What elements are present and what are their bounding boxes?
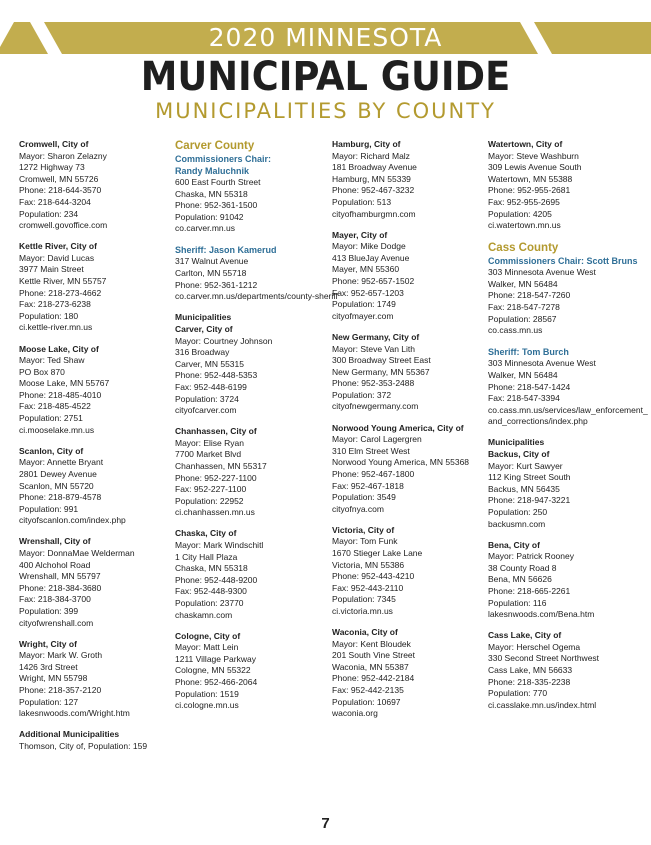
entry-line: Fax: 218-644-3204 <box>19 196 91 207</box>
entry-name: Kettle River, City of <box>19 241 97 252</box>
entry-name: Cromwell, City of <box>19 139 89 149</box>
entry-line: Population: 1519 <box>175 688 239 699</box>
entry-line: Norwood Young America, MN 55368 <box>332 457 470 468</box>
entry-line: Phone: 218-273-4662 <box>19 287 102 298</box>
entry-line: Population: 91042 <box>175 211 244 222</box>
entry-line: Chaska, MN 55318 <box>175 563 248 574</box>
entry-line: Cologne, MN 55322 <box>175 665 251 676</box>
entry-line: Mayor: Annette Bryant <box>19 457 104 468</box>
entry-line: Population: 234 <box>19 208 79 219</box>
county-block <box>175 139 325 235</box>
entry-line: 303 Minnesota Avenue West <box>488 267 596 278</box>
entry-line: Fax: 952-955-2695 <box>488 196 560 207</box>
directory-entry <box>332 139 482 220</box>
column-2 <box>175 139 338 721</box>
entry-name: Scanlon, City of <box>19 445 84 456</box>
official-title: Randy Maluchnik <box>175 166 250 176</box>
title-banner <box>0 22 651 54</box>
entry-line: Mayor: David Lucas <box>19 252 95 263</box>
entry-line: Population: 372 <box>332 389 392 400</box>
entry-line: Population: 399 <box>19 605 79 616</box>
entry-name: Waconia, City of <box>332 627 398 638</box>
entry-line: co.carver.mn.us <box>175 223 235 234</box>
entry-line: Phone: 952-361-1500 <box>175 200 258 211</box>
entry-line: Fax: 218-384-3700 <box>19 594 91 605</box>
entry-name: New Germany, City of <box>332 331 420 342</box>
entry-name: Cologne, City of <box>175 630 241 641</box>
entry-line: Walker, MN 56484 <box>488 278 558 289</box>
entry-name: Cass Lake, City of <box>488 630 562 641</box>
county-name: Cass County <box>488 242 559 255</box>
entry-line: 1426 3rd Street <box>19 661 78 672</box>
entry-line: Population: 7345 <box>332 594 396 605</box>
entry-name: Carver, City of <box>175 323 233 334</box>
entry-line: Mayor: Mark W. Groth <box>19 650 103 661</box>
entry-line: Scanlon, MN 55720 <box>19 480 94 491</box>
official-title: Commissioners Chair: Scott Bruns <box>488 256 638 267</box>
entry-line: Mayor: Sharon Zelazny <box>19 150 107 161</box>
sheriff-block <box>175 244 338 302</box>
official-title: Commissioners Chair: <box>175 154 272 164</box>
entry-line: Population: 23770 <box>175 598 244 608</box>
directory-entry <box>19 729 169 752</box>
entry-line: Phone: 952-657-1502 <box>332 276 415 287</box>
entry-line: Phone: 952-466-2064 <box>175 677 258 688</box>
entry-line: Phone: 952-448-9200 <box>175 574 258 585</box>
entry-line: 330 Second Street Northwest <box>488 653 600 664</box>
entry-line: Phone: 952-443-4210 <box>332 571 415 582</box>
entry-line: 303 Minnesota Avenue West <box>488 358 596 369</box>
entry-line: PO Box 870 <box>19 366 65 377</box>
entry-line: Bena, MN 56626 <box>488 574 552 585</box>
entry-line: cityofhamburgmn.com <box>332 208 416 219</box>
entry-line: Carlton, MN 55718 <box>175 268 247 279</box>
entry-line: Mayor: Patrick Rooney <box>488 551 574 562</box>
entry-line: Wrenshall, MN 55797 <box>19 571 101 582</box>
entry-line: Fax: 218-547-7278 <box>488 302 560 313</box>
entry-line: Cass Lake, MN 56633 <box>488 665 573 676</box>
entry-line: Fax: 952-442-2135 <box>332 685 404 696</box>
official-title: Sheriff: Tom Burch <box>488 347 569 358</box>
directory-entry <box>332 627 482 720</box>
entry-line: Wright, MN 55798 <box>19 673 88 684</box>
entry-line: Victoria, MN 55386 <box>332 559 405 570</box>
entry-name: Mayer, City of <box>332 229 388 240</box>
entry-line: cityofnya.com <box>332 503 384 514</box>
entry-line: Fax: 218-273-6238 <box>19 299 91 310</box>
entry-line: Mayor: Steve Van Lith <box>332 343 415 354</box>
entry-line: Hamburg, MN 55339 <box>332 173 411 184</box>
entry-line: New Germany, MN 55367 <box>332 366 430 377</box>
entry-line: cityofnewgermany.com <box>332 401 419 412</box>
directory-entry <box>332 230 482 323</box>
entry-line: Thomson, City of, Population: 159 <box>19 740 148 751</box>
entry-line: Phone: 952-448-5353 <box>175 370 258 381</box>
banner-title: 2020 MINNESOTA <box>208 23 443 52</box>
entry-line: 300 Broadway Street East <box>332 355 431 366</box>
directory-entry <box>175 528 325 621</box>
entry-name: Bena, City of <box>488 539 540 550</box>
entry-line: 1272 Highway 73 <box>19 162 85 173</box>
entry-line: 1670 Stieger Lake Lane <box>332 548 423 558</box>
entry-line: Population: 2751 <box>19 413 83 424</box>
entry-name: Chaska, City of <box>175 528 237 539</box>
directory-entry <box>488 139 638 232</box>
entry-line: cityofscanlon.com/index.php <box>19 515 126 526</box>
directory-entry <box>488 437 638 449</box>
entry-name: Additional Municipalities <box>19 729 120 740</box>
entry-line: 38 County Road 8 <box>488 562 557 573</box>
entry-line: Population: 28567 <box>488 313 557 324</box>
entry-line: Population: 770 <box>488 688 548 699</box>
entry-name: Norwood Young America, City of <box>332 422 464 433</box>
directory-entry <box>19 639 169 720</box>
entry-line: Phone: 218-485-4010 <box>19 389 102 400</box>
entry-line: Mayor: Carol Lagergren <box>332 434 422 445</box>
entry-line: Population: 116 <box>488 597 547 608</box>
entry-line: Mayor: Mark Windschitl <box>175 540 264 551</box>
entry-line: Mayor: Mike Dodge <box>332 241 406 252</box>
entry-line: cityofcarver.com <box>175 405 237 416</box>
entry-line: ci.victoria.mn.us <box>332 605 393 616</box>
entry-line: Population: 513 <box>332 196 392 207</box>
column-4 <box>488 139 648 721</box>
entry-line: cityofwrenshall.com <box>19 617 94 628</box>
directory-entry <box>175 324 325 417</box>
entry-line: Fax: 218-485-4522 <box>19 401 91 412</box>
directory-entry <box>175 312 325 324</box>
entry-line: Population: 1749 <box>332 299 396 310</box>
entry-line: ci.watertown.mn.us <box>488 220 561 231</box>
entry-line: ci.mooselake.mn.us <box>19 424 95 435</box>
entry-line: backusmn.com <box>488 518 546 529</box>
entry-line: ci.casslake.mn.us/index.html <box>488 699 597 710</box>
entry-line: 112 King Street South <box>488 472 571 483</box>
directory-entry <box>488 449 638 530</box>
entry-name: Backus, City of <box>488 448 550 459</box>
entry-line: 7700 Market Blvd <box>175 449 242 460</box>
entry-line: Cromwell, MN 55726 <box>19 173 99 184</box>
entry-line: Carver, MN 55315 <box>175 358 244 369</box>
directory-entry <box>19 241 169 334</box>
entry-line: Phone: 218-547-7260 <box>488 290 571 301</box>
entry-line: 201 South Vine Street <box>332 650 416 661</box>
entry-line: 1 City Hall Plaza <box>175 551 238 562</box>
entry-line: 400 Alchohol Road <box>19 559 91 570</box>
entry-line: Kettle River, MN 55757 <box>19 276 107 287</box>
entry-line: ci.kettle-river.mn.us <box>19 322 93 333</box>
entry-line: lakesnwoods.com/Wright.htm <box>19 708 130 719</box>
entry-line: waconia.org <box>332 708 378 719</box>
entry-line: Phone: 218-644-3570 <box>19 185 102 196</box>
entry-name: Moose Lake, City of <box>19 343 99 354</box>
directory-entry <box>19 536 169 629</box>
entry-name: Municipalities <box>488 437 545 448</box>
entry-line: ci.cologne.mn.us <box>175 700 239 711</box>
entry-line: Mayor: Tom Funk <box>332 536 398 547</box>
entry-line: Phone: 218-335-2238 <box>488 676 571 687</box>
entry-line: Fax: 952-443-2110 <box>332 582 404 593</box>
entry-line: Population: 3549 <box>332 492 396 503</box>
directory-entry <box>488 540 638 621</box>
entry-line: 413 BlueJay Avenue <box>332 252 410 263</box>
directory-entry <box>175 426 325 519</box>
entry-line: Phone: 218-665-2261 <box>488 586 571 596</box>
entry-name: Chanhassen, City of <box>175 426 257 437</box>
entry-name: Watertown, City of <box>488 139 563 149</box>
entry-line: Phone: 218-384-3680 <box>19 582 102 593</box>
entry-name: Hamburg, City of <box>332 139 401 149</box>
entry-line: Phone: 218-357-2120 <box>19 685 102 696</box>
entry-line: Population: 10697 <box>332 696 401 707</box>
entry-line: chaskamn.com <box>175 609 233 620</box>
entry-line: Fax: 952-227-1100 <box>175 484 247 495</box>
entry-line: 316 Broadway <box>175 347 230 358</box>
column-1 <box>19 139 169 762</box>
entry-line: Mayor: Kent Bloudek <box>332 638 411 649</box>
entry-line: Chaska, MN 55318 <box>175 188 248 199</box>
entry-line: Mayor: Kurt Sawyer <box>488 460 563 471</box>
entry-line: Mayor: Richard Malz <box>332 150 410 161</box>
entry-line: Population: 180 <box>19 310 79 321</box>
sheriff-block <box>488 346 648 428</box>
page-subtitle: MUNICIPALITIES BY COUNTY <box>155 99 496 123</box>
directory-entry <box>332 332 482 413</box>
entry-line: cromwell.govoffice.com <box>19 220 108 231</box>
entry-line: co.cass.mn.us <box>488 325 543 336</box>
entry-line: ci.chanhassen.mn.us <box>175 507 255 518</box>
entry-line: Population: 3724 <box>175 393 239 404</box>
entry-line: 181 Broadway Avenue <box>332 162 417 173</box>
entry-line: Population: 22952 <box>175 495 244 506</box>
entry-line: Fax: 218-547-3394 <box>488 393 560 404</box>
entry-line: Population: 991 <box>19 503 79 514</box>
entry-line: Mayor: Steve Washburn <box>488 150 579 161</box>
entry-line: Phone: 952-361-1212 <box>175 279 258 290</box>
entry-line: Backus, MN 56435 <box>488 483 560 494</box>
entry-name: Wright, City of <box>19 638 77 649</box>
entry-line: Phone: 952-467-3232 <box>332 185 415 196</box>
entry-line: and_corrections/index.php <box>488 416 588 427</box>
entry-line: Mayor: Matt Lein <box>175 642 239 653</box>
entry-line: Mayor: Ted Shaw <box>19 355 85 366</box>
entry-line: Mayor: DonnaMae Welderman <box>19 548 135 558</box>
entry-line: Phone: 218-547-1424 <box>488 381 571 392</box>
directory-entry <box>332 525 482 618</box>
entry-line: Fax: 952-448-6199 <box>175 381 247 392</box>
entry-line: Phone: 952-353-2488 <box>332 378 415 389</box>
entry-line: 2801 Dewey Avenue <box>19 468 97 479</box>
directory-entry <box>19 139 169 232</box>
entry-line: Watertown, MN 55388 <box>488 173 573 184</box>
entry-line: co.cass.mn.us/services/law_enforcement_ <box>488 404 648 415</box>
page-number: 7 <box>321 815 330 832</box>
entry-line: Population: 127 <box>19 696 79 707</box>
entry-line: 3977 Main Street <box>19 264 84 275</box>
directory-entry <box>19 446 169 527</box>
directory-entry <box>19 344 169 437</box>
entry-line: Fax: 952-657-1203 <box>332 287 404 298</box>
entry-line: Waconia, MN 55387 <box>332 661 409 672</box>
column-3 <box>332 139 482 729</box>
entry-line: 310 Elm Street West <box>332 445 410 456</box>
entry-line: 309 Lewis Avenue South <box>488 162 582 173</box>
directory-entry <box>488 630 638 711</box>
entry-line: Phone: 218-879-4578 <box>19 492 102 503</box>
entry-line: 600 East Fourth Street <box>175 177 261 187</box>
entry-line: Mayer, MN 55360 <box>332 264 400 275</box>
entry-line: 317 Walnut Avenue <box>175 256 249 267</box>
entry-line: Phone: 952-442-2184 <box>332 673 415 684</box>
county-block <box>488 241 638 337</box>
directory-entry <box>332 423 482 516</box>
entry-line: Mayor: Courtney Johnson <box>175 335 273 346</box>
entry-line: Population: 4205 <box>488 208 552 219</box>
entry-line: Fax: 952-467-1818 <box>332 480 404 491</box>
entry-line: Mayor: Herschel Ogema <box>488 641 581 652</box>
entry-line: Phone: 952-227-1100 <box>175 472 257 483</box>
entry-line: co.carver.mn.us/departments/county-sheriff <box>175 291 338 302</box>
county-name: Carver County <box>175 140 255 152</box>
directory-entry <box>175 631 325 712</box>
entry-name: Wrenshall, City of <box>19 536 91 547</box>
entry-line: Chanhassen, MN 55317 <box>175 460 267 471</box>
entry-name: Municipalities <box>175 312 232 323</box>
entry-name: Victoria, City of <box>332 524 395 535</box>
entry-line: Walker, MN 56484 <box>488 369 558 380</box>
entry-line: Phone: 218-947-3221 <box>488 495 571 506</box>
entry-line: Moose Lake, MN 55767 <box>19 378 110 389</box>
official-title: Sheriff: Jason Kamerud <box>175 245 277 256</box>
entry-line: Phone: 952-467-1800 <box>332 468 415 479</box>
entry-line: Population: 250 <box>488 506 548 517</box>
entry-line: Phone: 952-955-2681 <box>488 185 571 196</box>
entry-line: cityofmayer.com <box>332 310 394 321</box>
entry-line: lakesnwoods.com/Bena.htm <box>488 609 595 620</box>
entry-line: Fax: 952-448-9300 <box>175 586 247 597</box>
entry-line: 1211 Village Parkway <box>175 653 256 664</box>
entry-line: Mayor: Elise Ryan <box>175 437 244 448</box>
page-title: MUNICIPAL GUIDE <box>140 54 511 100</box>
